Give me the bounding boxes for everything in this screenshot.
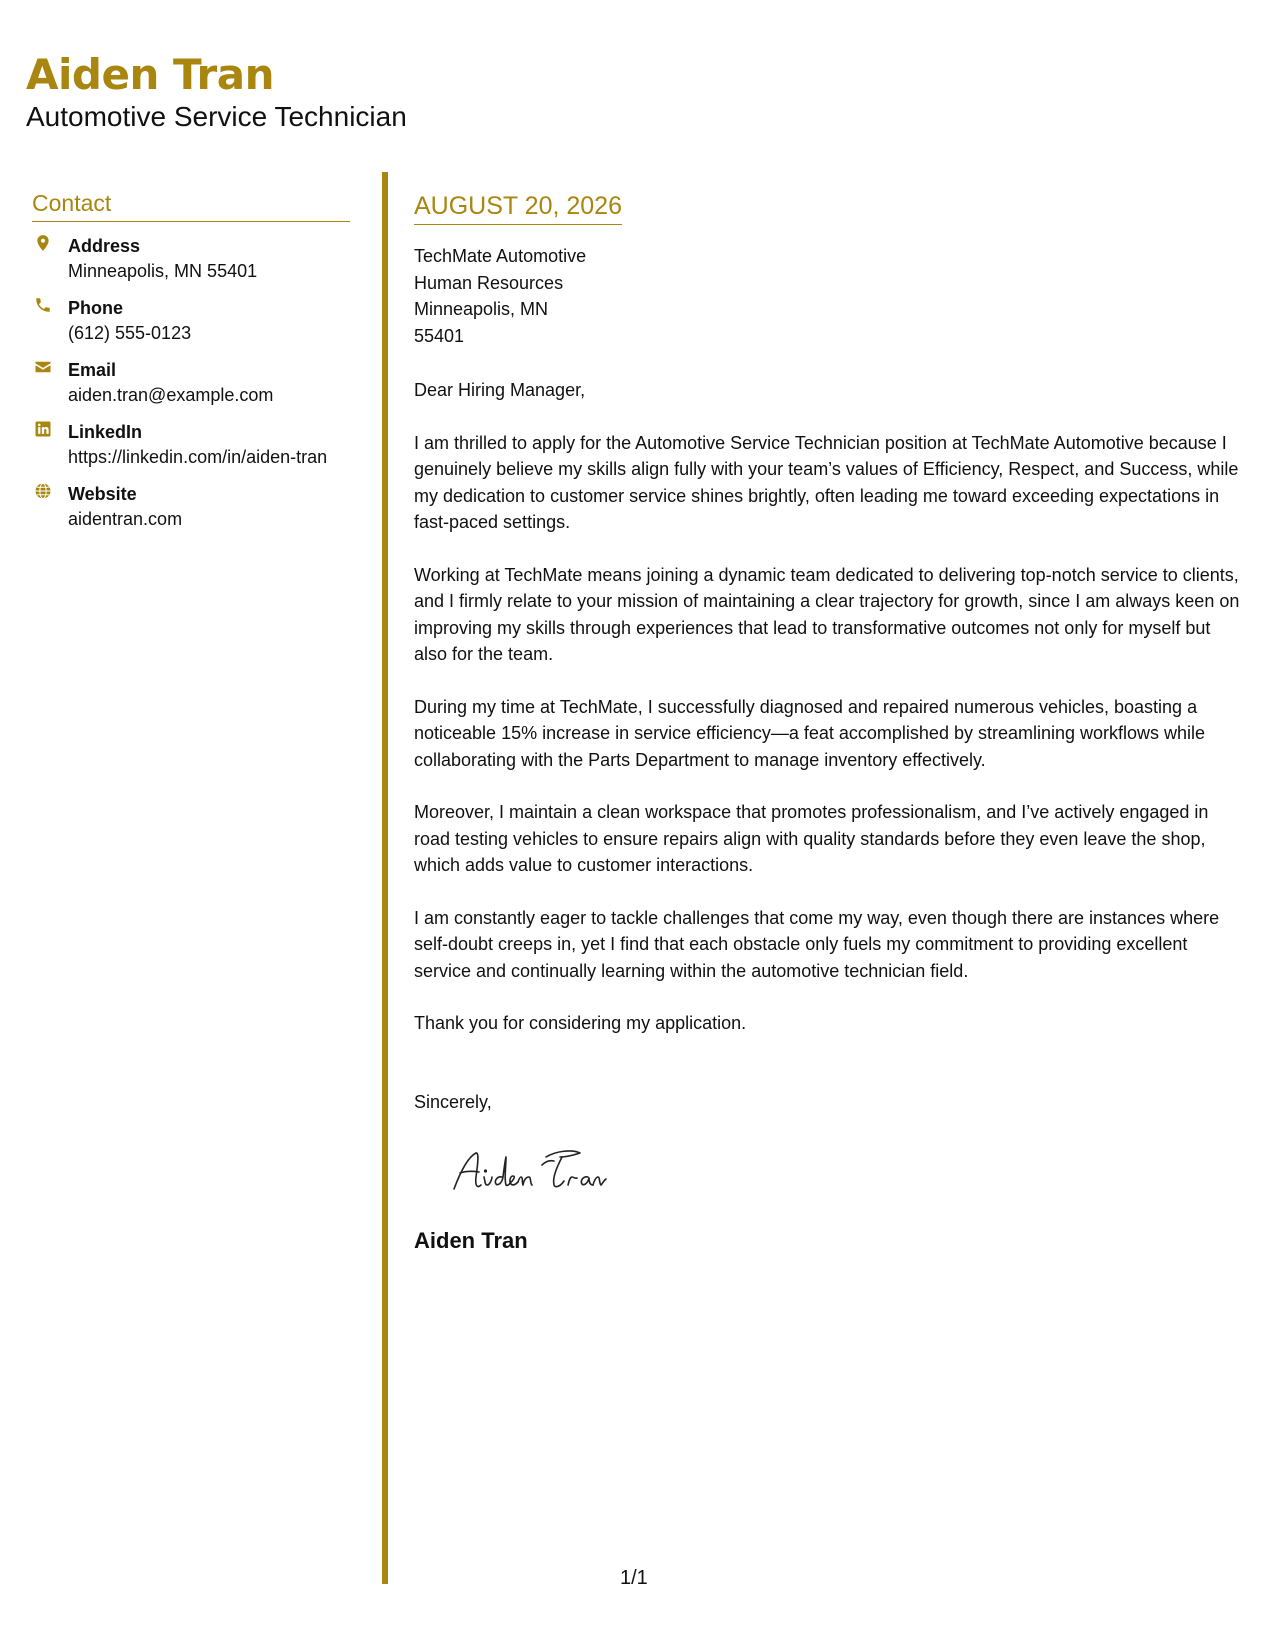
vertical-divider	[382, 172, 388, 1584]
contact-value: https://linkedin.com/in/aiden-tran	[68, 447, 328, 467]
recipient-line: TechMate Automotive	[414, 246, 587, 266]
envelope-icon	[32, 358, 54, 380]
contact-item-linkedin	[32, 420, 350, 470]
contact-value: Minneapolis, MN 55401	[68, 261, 258, 281]
contact-label: Email	[68, 360, 117, 380]
body-paragraph: Moreover, I maintain a clean workspace that promotes professionalism, and I’ve actively engaged in road testing vehicles to ensure repairs align with quality standards before they even leave the shop, which adds value to customer interactions.	[414, 802, 1209, 875]
candidate-name: Aiden Tran	[26, 50, 274, 99]
contact-item-email	[32, 358, 350, 408]
contact-item-phone	[32, 296, 350, 346]
recipient-address	[414, 243, 1244, 349]
contact-value: (612) 555-0123	[68, 323, 192, 343]
body-paragraph: During my time at TechMate, I successfully diagnosed and repaired numerous vehicles, boasting a noticeable 15% increase in service efficiency—a feat accomplished by streamlining workflows while collaborating with the Parts Department to manage inventory effectively.	[414, 696, 1206, 770]
recipient-line: Human Resources	[414, 272, 564, 293]
salutation: Dear Hiring Manager,	[414, 380, 586, 400]
body-paragraph: I am thrilled to apply for the Automotive Service Technician position at TechMate Automotive because I genuinely believe my skills align fully with your team’s values of Efficiency, Respect, and Success, while my dedication to customer service shines brightly, often leading me toward exceeding expectations in fast-paced settings.	[414, 432, 1239, 532]
header	[26, 50, 407, 134]
map-pin-icon	[32, 234, 54, 256]
body-paragraph: Working at TechMate means joining a dynamic team dedicated to delivering top-notch service to clients, and I firmly relate to your mission of maintaining a clear trajectory for growth, since I am always keen on improving my skills through experiences that lead to transformative outcomes not only for myself but also for the team.	[414, 564, 1240, 664]
contact-heading: Contact	[32, 188, 350, 222]
handwritten-signature	[446, 1143, 646, 1199]
linkedin-icon	[32, 420, 54, 442]
globe-icon	[32, 482, 54, 504]
contact-item-website	[32, 482, 350, 532]
phone-icon	[32, 296, 54, 318]
contact-item-address	[32, 234, 350, 284]
signer-name: Aiden Tran	[414, 1227, 528, 1253]
job-title: Automotive Service Technician	[26, 101, 407, 132]
contact-label: Phone	[68, 298, 124, 318]
contact-value: aiden.tran@example.com	[68, 385, 274, 405]
contact-sidebar	[32, 188, 350, 544]
body-paragraph: Thank you for considering my application.	[414, 1013, 747, 1033]
recipient-line: Minneapolis, MN	[414, 299, 549, 319]
contact-label: LinkedIn	[68, 422, 143, 442]
date-underline	[414, 190, 622, 225]
page-number: 1/1	[620, 1567, 648, 1589]
contact-label: Address	[68, 236, 141, 256]
contact-label: Website	[68, 484, 137, 504]
closing: Sincerely,	[414, 1091, 492, 1112]
letter-body	[414, 190, 1244, 1255]
contact-value: aidentran.com	[68, 509, 183, 529]
body-paragraph: I am constantly eager to tackle challenges that come my way, even though there are instances where self-doubt creeps in, yet I find that each obstacle only fuels my commitment to providing excellent service and continually learning within the automotive technician field.	[414, 907, 1220, 981]
letter-date: AUGUST 20, 2026	[414, 192, 622, 220]
recipient-line: 55401	[414, 325, 465, 346]
